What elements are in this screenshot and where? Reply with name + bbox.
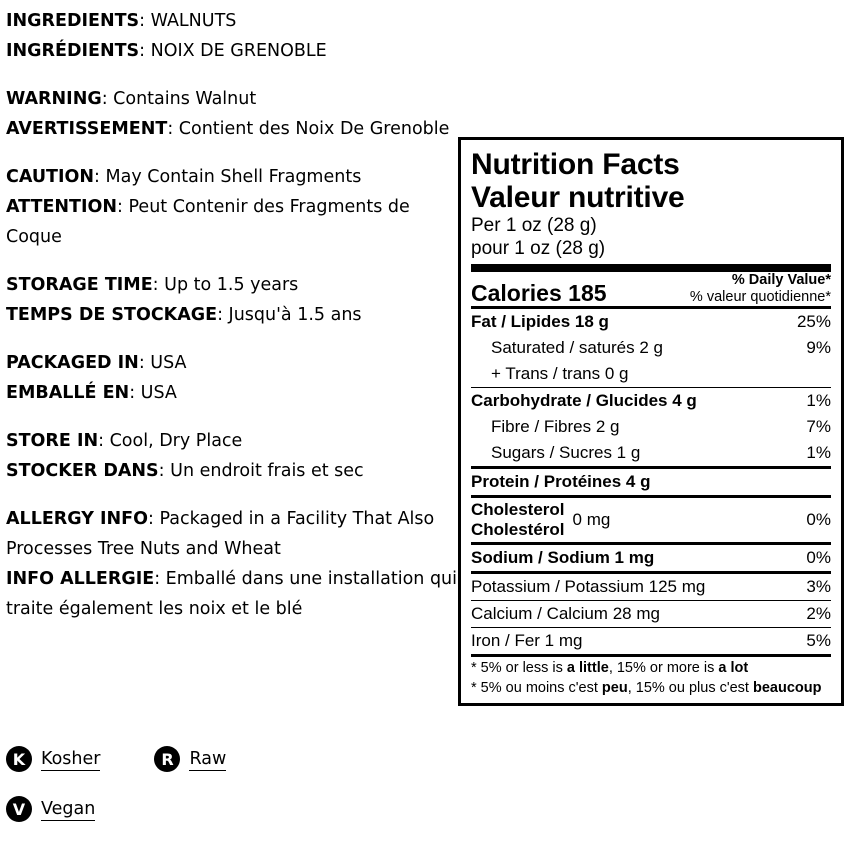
- table-row-calcium: [471, 601, 831, 627]
- nutrient-name: + Trans / trans 0 g: [491, 364, 629, 383]
- footnote-fr-emph1: peu: [601, 680, 628, 696]
- info-line-ingredients-fr: [6, 36, 458, 66]
- nutrient-dv: 1%: [806, 391, 831, 410]
- info-label: TEMPS DE STOCKAGE: [6, 305, 218, 325]
- info-label: INFO ALLERGIE: [6, 569, 155, 589]
- calories-row: [471, 272, 831, 306]
- footnote-en-emph1: a little: [566, 660, 609, 676]
- certification-kosher: [6, 746, 100, 772]
- info-value: : Peut Contenir des Fragments de Coque: [6, 197, 410, 247]
- serving-size-fr: pour 1 oz (28 g): [471, 238, 606, 259]
- nutrient-name: Protein / Protéines 4 g: [471, 472, 651, 491]
- cholesterol-name-fr: Cholestérol: [471, 520, 565, 539]
- table-row-saturated: [471, 335, 831, 361]
- nutrition-title-en: Nutrition Facts: [471, 148, 680, 181]
- info-line-allergy-en: [6, 504, 458, 564]
- info-value: : Packaged in a Facility That Also Processes Tree Nuts and Wheat: [6, 509, 435, 559]
- product-info-column: [6, 6, 458, 642]
- nutrient-dv: 9%: [806, 338, 831, 357]
- info-label: EMBALLÉ EN: [6, 383, 130, 403]
- info-label: ATTENTION: [6, 197, 118, 217]
- table-row-iron: [471, 628, 831, 654]
- info-line-packaged-in-fr: [6, 378, 458, 408]
- cholesterol-name-en: Cholesterol: [471, 500, 565, 519]
- nutrient-name: Sugars / Sucres 1 g: [491, 443, 641, 462]
- table-row-cholesterol: [471, 498, 831, 542]
- nutrient-name: Iron / Fer 1 mg: [471, 631, 583, 650]
- footnote-fr: [471, 677, 831, 697]
- footnote-fr-emph2: beaucoup: [753, 680, 822, 696]
- info-line-storage-time-fr: [6, 300, 458, 330]
- nutrition-title-fr: Valeur nutritive: [471, 181, 685, 214]
- nutrient-dv: 25%: [796, 312, 831, 331]
- daily-value-header-en: % Daily Value*: [731, 272, 831, 288]
- info-value: : Emballé dans une installation qui traite également les noix et le blé: [6, 569, 458, 619]
- nutrient-dv: 2%: [806, 604, 831, 623]
- info-block-store-in: [6, 426, 458, 486]
- cholesterol-amount: 0 mg: [572, 510, 611, 529]
- info-line-store-in-fr: [6, 456, 458, 486]
- certification-raw: [154, 746, 226, 772]
- nutrient-dv: 1%: [806, 443, 831, 462]
- info-label: WARNING: [6, 89, 102, 109]
- info-block-storage-time: [6, 270, 458, 330]
- info-block-warning: [6, 84, 458, 144]
- serving-size-en: Per 1 oz (28 g): [471, 215, 597, 236]
- nutrient-dv: 0%: [806, 548, 831, 567]
- info-value: : Cool, Dry Place: [98, 431, 243, 451]
- table-row-trans: [471, 361, 831, 387]
- kosher-badge-icon: K: [6, 746, 32, 772]
- info-value: : WALNUTS: [139, 11, 237, 31]
- footnote-fr-part1: * 5% ou moins c'est: [471, 680, 602, 696]
- nutrient-name: Carbohydrate / Glucides 4 g: [471, 391, 697, 410]
- divider-thick-top: [471, 264, 831, 272]
- table-row-fat: [471, 309, 831, 335]
- nutrient-name: Fibre / Fibres 2 g: [491, 417, 620, 436]
- info-label: AVERTISSEMENT: [6, 119, 168, 139]
- info-line-caution-fr: [6, 192, 458, 252]
- info-value: : Jusqu'à 1.5 ans: [217, 305, 362, 325]
- info-label: INGREDIENTS: [6, 11, 140, 31]
- daily-value-header: [690, 272, 831, 306]
- nutrient-name: Fat / Lipides 18 g: [471, 312, 609, 331]
- certification-vegan: [6, 796, 95, 822]
- info-value: : Contient des Noix De Grenoble: [167, 119, 450, 139]
- nutrient-name: Calcium / Calcium 28 mg: [471, 604, 660, 623]
- certification-label: Raw: [189, 748, 227, 769]
- info-block-allergy-info: [6, 504, 458, 624]
- table-row-fibre: [471, 414, 831, 440]
- cholesterol-name: [471, 500, 565, 540]
- info-value: : NOIX DE GRENOBLE: [139, 41, 327, 61]
- info-line-warning-fr: [6, 114, 458, 144]
- nutrient-name: Sodium / Sodium 1 mg: [471, 548, 655, 567]
- info-line-packaged-in-en: [6, 348, 458, 378]
- info-value: : USA: [129, 383, 177, 403]
- table-row-protein: [471, 469, 831, 495]
- nutrient-dv: 3%: [806, 577, 831, 596]
- footnote-en: [471, 657, 831, 677]
- info-label: PACKAGED IN: [6, 353, 139, 373]
- info-line-allergy-fr: [6, 564, 458, 624]
- footnote-en-part1: * 5% or less is: [471, 660, 567, 676]
- table-row-sugars: [471, 440, 831, 466]
- nutrition-facts-panel: [458, 137, 844, 706]
- info-value: : Up to 1.5 years: [152, 275, 299, 295]
- footnote-en-part2: , 15% or more is: [608, 660, 719, 676]
- certification-row-top: [6, 746, 280, 772]
- info-value: : May Contain Shell Fragments: [94, 167, 362, 187]
- info-line-caution-en: [6, 162, 458, 192]
- info-block-caution: [6, 162, 458, 252]
- info-label: CAUTION: [6, 167, 95, 187]
- daily-value-header-fr: % valeur quotidienne*: [689, 289, 831, 305]
- info-line-storage-time-en: [6, 270, 458, 300]
- footnote-fr-part2: , 15% ou plus c'est: [627, 680, 753, 696]
- calories-label: Calories 185: [471, 280, 607, 306]
- table-row-carbohydrate: [471, 388, 831, 414]
- table-row-potassium: [471, 574, 831, 600]
- certification-label: Kosher: [41, 748, 101, 769]
- info-label: STORAGE TIME: [6, 275, 153, 295]
- info-block-ingredients: [6, 6, 458, 66]
- info-value: : USA: [138, 353, 187, 373]
- info-line-ingredients-en: [6, 6, 458, 36]
- certification-row-bottom: [6, 796, 149, 822]
- info-label: STOCKER DANS: [6, 461, 159, 481]
- info-label: STORE IN: [6, 431, 99, 451]
- nutrient-dv: 5%: [806, 631, 831, 650]
- info-line-warning-en: [6, 84, 458, 114]
- cholesterol-dv: 0%: [806, 510, 831, 529]
- info-block-packaged-in: [6, 348, 458, 408]
- nutrient-name: Potassium / Potassium 125 mg: [471, 577, 706, 596]
- certification-label: Vegan: [41, 798, 96, 819]
- info-label: INGRÉDIENTS: [6, 41, 140, 61]
- vegan-badge-icon: V: [6, 796, 32, 822]
- raw-badge-icon: R: [154, 746, 180, 772]
- footnote-en-emph2: a lot: [718, 660, 749, 676]
- info-value: : Un endroit frais et sec: [158, 461, 364, 481]
- info-line-store-in-en: [6, 426, 458, 456]
- info-value: : Contains Walnut: [101, 89, 257, 109]
- nutrient-name: Saturated / saturés 2 g: [491, 338, 663, 357]
- table-row-sodium: [471, 545, 831, 571]
- info-label: ALLERGY INFO: [6, 509, 149, 529]
- nutrient-dv: 7%: [806, 417, 831, 436]
